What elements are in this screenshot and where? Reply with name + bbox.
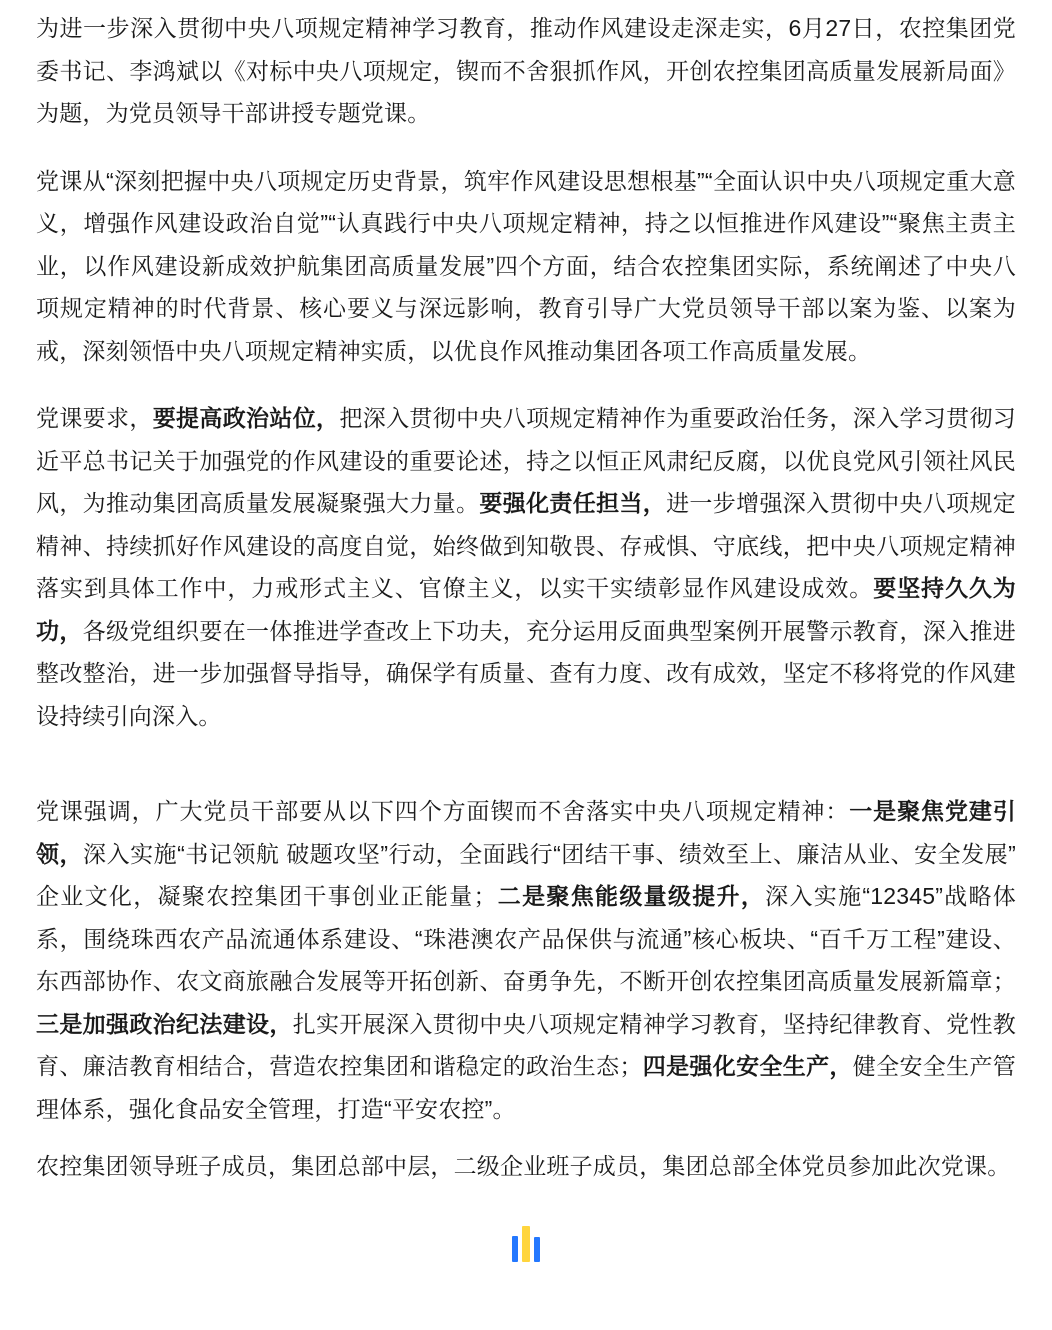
text-run: 党课从“深刻把握中央八项规定历史背景，筑牢作风建设思想根基”“全面认识中央八项规定重大意义，增强作风建设政治自觉”“认真践行中央八项规定精神，持之以恒推进作风建设”“聚焦主责主业，以作风建设新成效护航集团高质量发展”四个方面，结合农控集团实际，系统阐述了中央八项规定精神的时代背景、核心要义与深远影响，教育引导广大党员领导干部以案为鉴、以案为戒，深刻领悟中央八项规定精神实质，以优良作风推动集团各项工作高质量发展。 [36, 167, 1016, 364]
text-run: 农控集团领导班子成员，集团总部中层，二级企业班子成员，集团总部全体党员参加此次党课。 [36, 1153, 1011, 1179]
text-run: 党课要求， [36, 405, 153, 431]
text-run: 为进一步深入贯彻中央八项规定精神学习教育，推动作风建设走深走实，6月27日，农控集团党委书记、李鸿斌以《对标中央八项规定，锲而不舍狠抓作风，开创农控集团高质量发展新局面》为题，为党员领导干部讲授专题党课。 [36, 15, 1016, 126]
logo-bar-right [534, 1237, 540, 1262]
bold-text-run: 要提高政治站位， [152, 405, 340, 431]
text-run: 健全安全生产管理体系，强化食品安全管理，打造“平安农控”。 [36, 1053, 1016, 1122]
bold-text-run: 三是加强政治纪法建设， [36, 1010, 293, 1037]
text-run: 深入实施“12345”战略体系，围绕珠西农产品流通体系建设、“珠港澳农产品保供与流通”核心板块、“百千万工程”建设、东西部协作、农文商旅融合发展等开拓创新、奋勇争先，不断开创农控集团高质量发展新篇章； [36, 883, 1016, 994]
paragraph [36, 790, 1016, 1130]
text-run: 深入实施“书记领航 破题攻坚”行动，全面践行“团结干事、绩效至上、廉洁从业、安全发展”企业文化，凝聚农控集团干事创业正能量； [36, 840, 1016, 909]
bold-text-run: 要强化责任担当， [479, 490, 667, 516]
bold-text-run: 要坚持久久为功， [36, 575, 1017, 644]
logo-bar-left [512, 1236, 518, 1262]
text-run: 进一步增强深入贯彻中央八项规定精神、持续抓好作风建设的高度自觉，始终做到知敬畏、存戒惧、守底线，把中央八项规定精神落实到具体工作中，力戒形式主义、官僚主义，以实干实绩彰显作风建设成效。 [36, 490, 1016, 601]
bold-text-run: 四是强化安全生产， [642, 1053, 853, 1079]
text-run: 把深入贯彻中央八项规定精神作为重要政治任务，深入学习贯彻习近平总书记关于加强党的作风建设的重要论述，持之以恒正风肃纪反腐，以优良党风引领社风民风，为推动集团高质量发展凝聚强大力量。 [36, 405, 1017, 516]
paragraph [36, 1145, 1016, 1188]
bold-text-run: 二是聚焦能级量级提升， [496, 883, 766, 909]
text-run: 扎实开展深入贯彻中央八项规定精神学习教育，坚持纪律教育、党性教育、廉洁教育相结合，营造农控集团和谐稳定的政治生态； [36, 1010, 1016, 1079]
paragraph [36, 397, 1016, 737]
text-run: 各级党组织要在一体推进学查改上下功夫，充分运用反面典型案例开展警示教育，深入推进整改整治，进一步加强督导指导，确保学有质量、查有力度、改有成效，坚定不移将党的作风建设持续引向深入。 [36, 617, 1017, 729]
bar-chart-logo-icon [0, 1226, 1052, 1262]
text-run: 党课强调，广大党员干部要从以下四个方面锲而不舍落实中央八项规定精神： [36, 798, 850, 824]
bold-text-run: 一是聚焦党建引领， [36, 798, 1016, 867]
paragraph [36, 7, 1016, 135]
logo-bar-middle [522, 1226, 530, 1262]
paragraph [36, 160, 1016, 373]
